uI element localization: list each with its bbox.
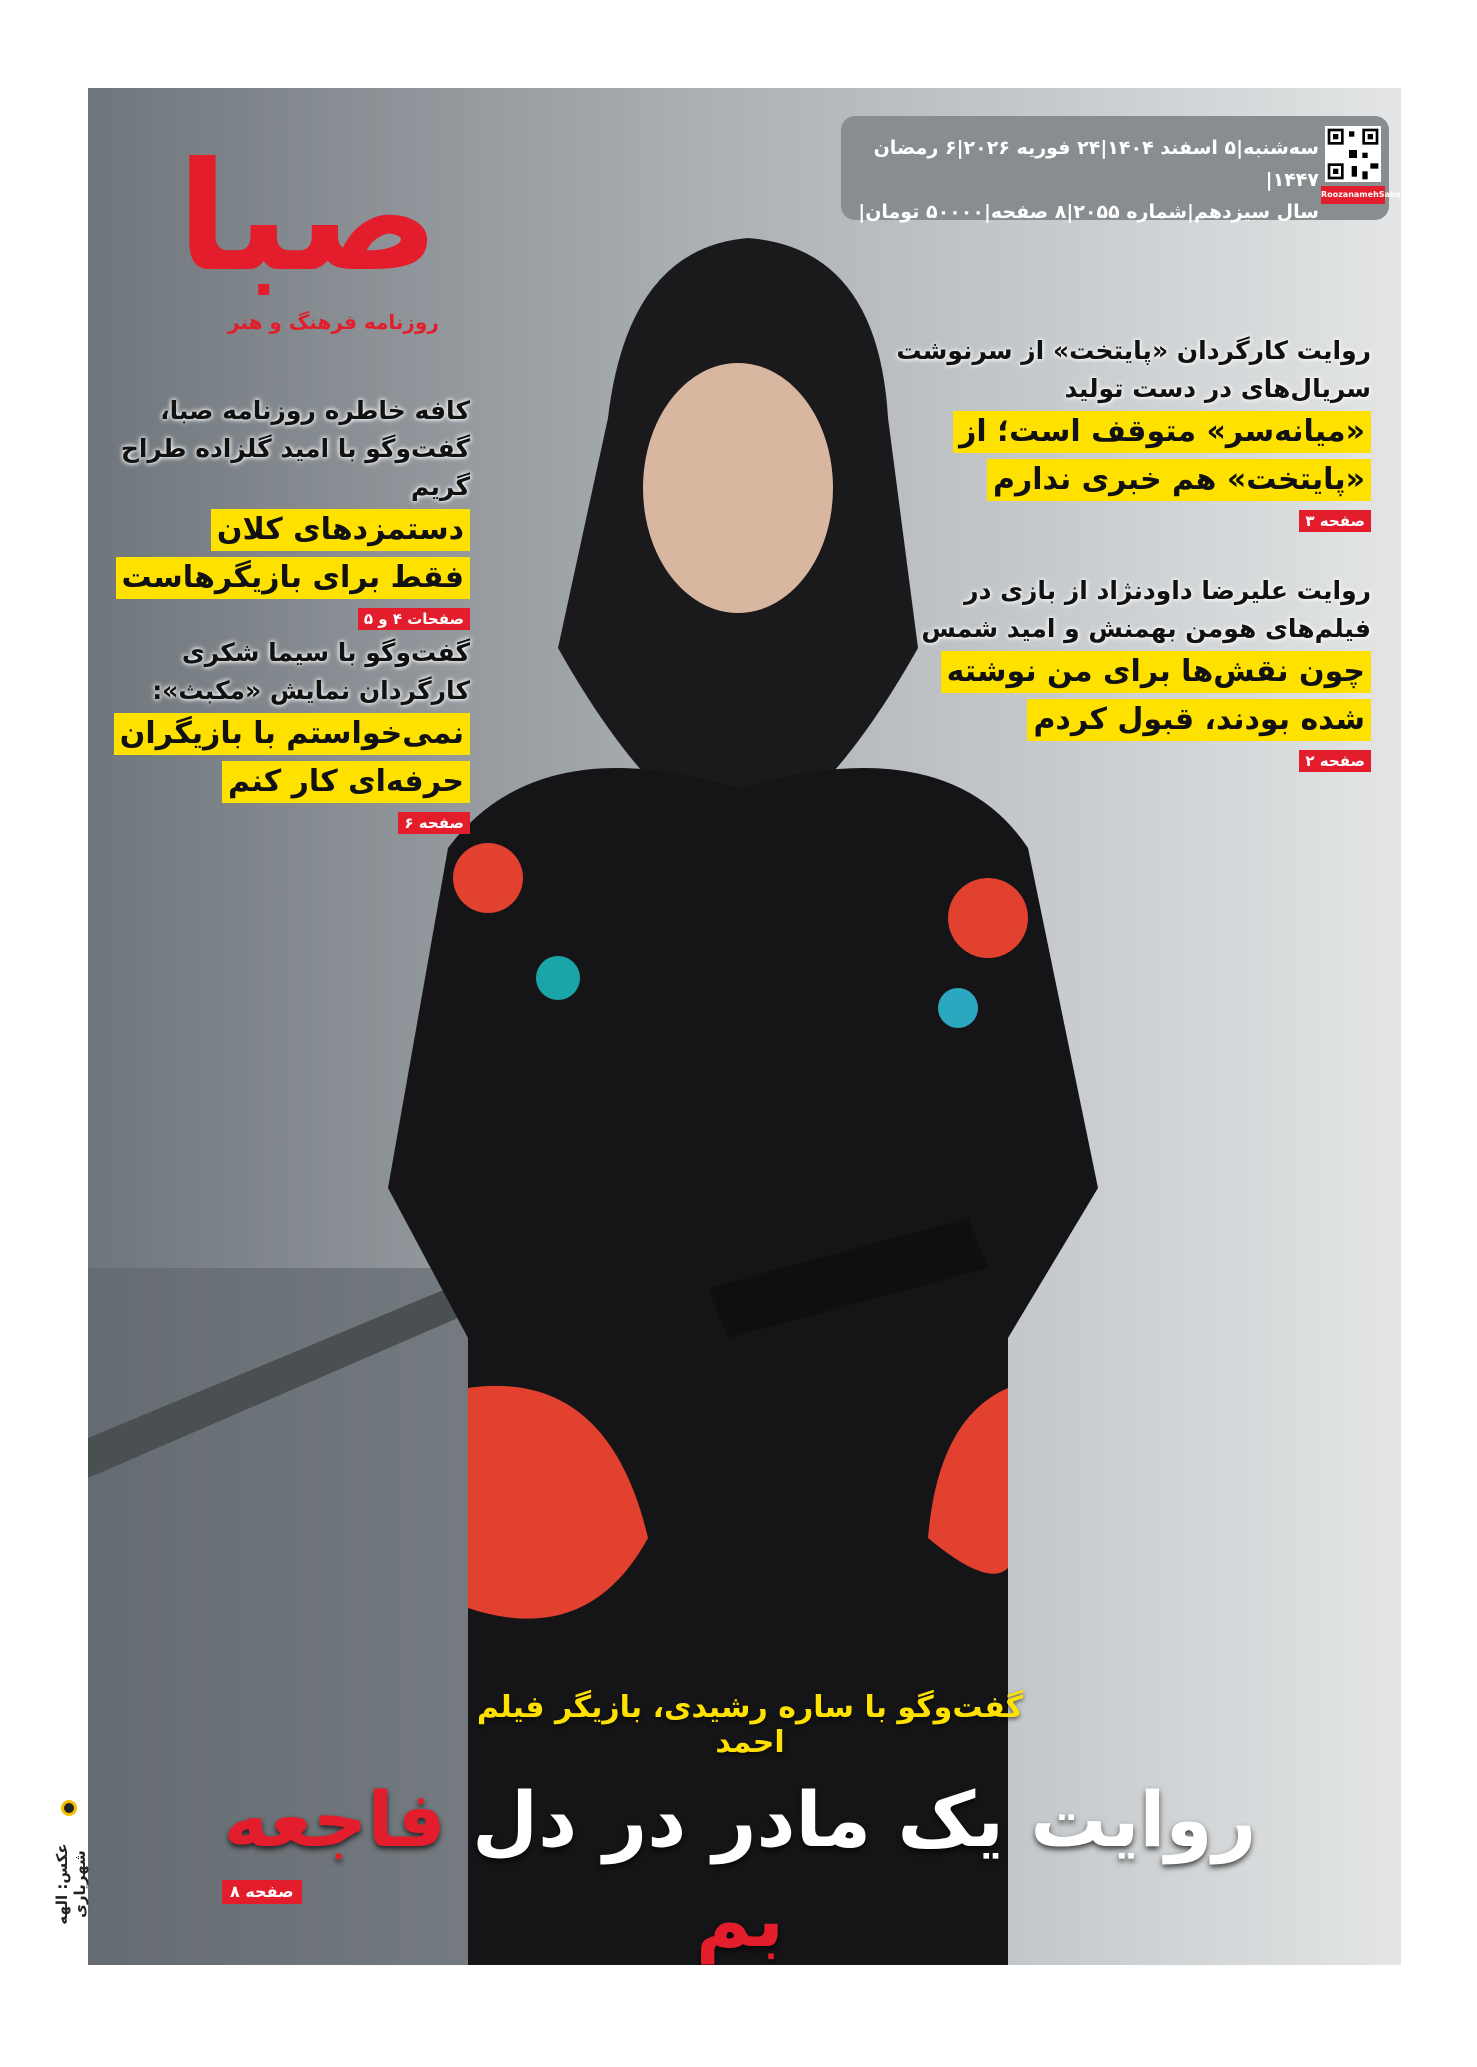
main-page-reference[interactable]: صفحه ۸ (222, 1880, 302, 1904)
headline-title: حرفه‌ای کار کنم (222, 761, 470, 803)
headline-kicker: روایت کارگردان «پایتخت» از سرنوشت (896, 336, 1371, 365)
logo-tagline: روزنامه فرهنگ و هنر (228, 310, 439, 334)
page-reference[interactable]: صفحه ۳ (1299, 510, 1371, 532)
main-story-title[interactable] (220, 1770, 1260, 1965)
headline-title: «پایتخت» هم خبری ندارم (987, 459, 1371, 501)
cover-page (88, 88, 1401, 1965)
headline-shokri[interactable] (110, 634, 470, 834)
page-reference[interactable]: صفحه ۶ (398, 812, 470, 834)
newspaper-logo[interactable]: صبا (176, 131, 440, 305)
headline-golzadeh[interactable] (110, 392, 470, 630)
headline-davoodnejad[interactable] (851, 572, 1371, 772)
headline-kicker: سریال‌های در دست تولید (1064, 374, 1371, 403)
headline-title: «میانه‌سر» متوقف است؛ از (953, 411, 1371, 453)
photo-credit (53, 1800, 89, 1960)
main-story-kicker: گفت‌وگو با ساره رشیدی، بازیگر فیلم احمد (476, 1690, 1024, 1760)
issue-number-line: سال سیزدهم|شماره ۲۰۵۵|۸ صفحه|۵۰۰۰۰ تومان| (858, 201, 1319, 223)
headline-title: چون نقش‌ها برای من نوشته (941, 651, 1371, 693)
page-reference[interactable]: صفحات ۴ و ۵ (358, 608, 470, 630)
headline-paytakht[interactable] (851, 332, 1371, 532)
qr-code-icon[interactable] (1325, 126, 1381, 182)
headline-title: شده بودند، قبول کردم (1027, 699, 1371, 741)
headline-title: نمی‌خواستم با بازیگران (114, 713, 470, 755)
page-reference[interactable]: صفحه ۲ (1299, 750, 1371, 772)
masthead (118, 118, 538, 358)
headline-kicker: کافه خاطره روزنامه صبا، (160, 396, 470, 425)
issue-date-line: سه‌شنبه|۵ اسفند ۱۴۰۴|۲۴ فوریه ۲۰۲۶|۶ رمضان ۱۴۴۷| (873, 137, 1319, 191)
main-title-red: فاجعه بم (223, 1775, 785, 1964)
main-title-white: روایت یک مادر در دل (472, 1775, 1257, 1864)
issue-info-box (841, 116, 1402, 223)
headline-title: فقط برای بازیگرهاست (116, 557, 470, 599)
headline-title: دستمزدهای کلان (211, 509, 470, 551)
headline-kicker: گفت‌وگو با سیما شکری (181, 638, 470, 667)
photo-credit-text: عکس: الهه شهریاری (53, 1843, 89, 1925)
headline-kicker: فیلم‌های هومن بهمنش و امید شمس (921, 614, 1371, 643)
headline-kicker: کارگردان نمایش «مکبث»: (152, 676, 470, 705)
headline-kicker: روایت علیرضا داودنژاد از بازی در (964, 576, 1371, 605)
qr-brand-label: RoozanamehSaba (1321, 186, 1385, 204)
headline-kicker: گفت‌وگو با امید گلزاده طراح گریم (120, 434, 470, 501)
